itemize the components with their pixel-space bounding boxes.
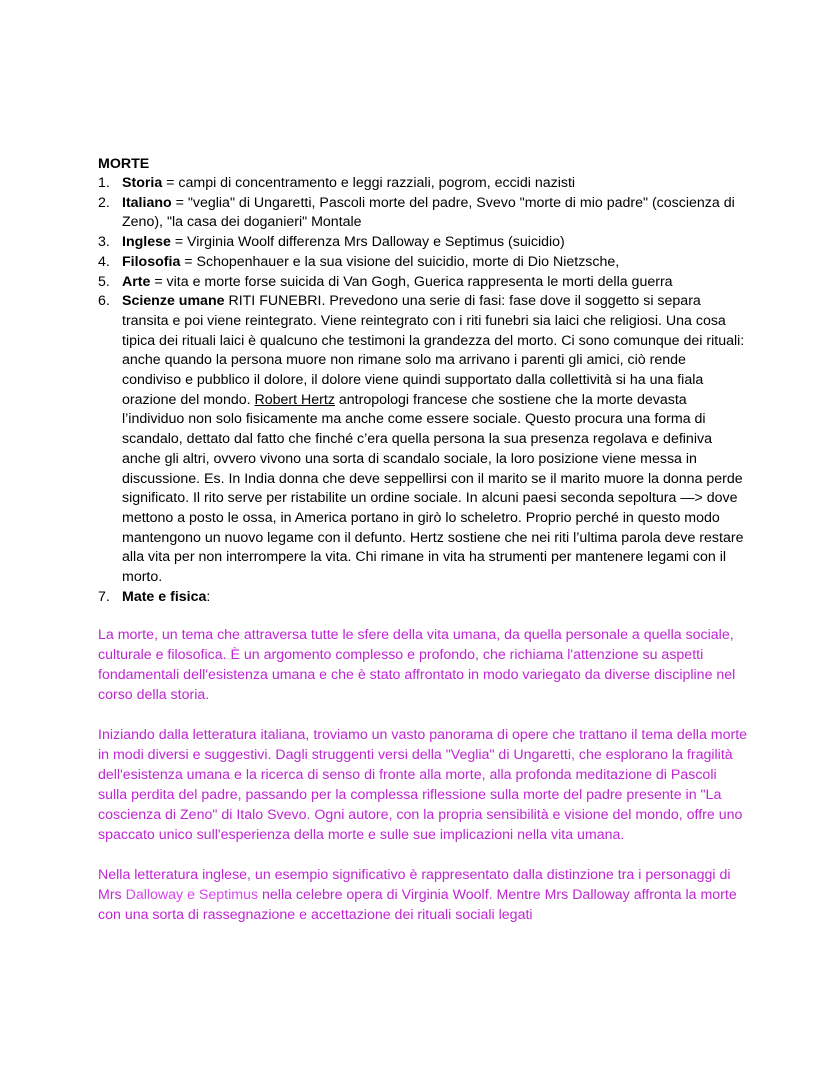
topic-subject: Italiano [122,194,172,211]
highlighted-text: Dalloway e Septimus [125,887,259,904]
essay-paragraph-italian: Iniziando dalla letteratura italiana, troviamo un vasto panorama di opere che trattano il tema della morte in modi diversi e suggestivi. Dagli struggenti versi della "Veglia" di Ungaretti, che esplorano la fragilità dell'esistenza umana e la ricerca di senso di fronte alla morte, alla profonda meditazione di Pascoli sulla perdita del padre, passando per la complessa riflessione sulla morte del padre presente in "La coscienza di Zeno" di Italo Svevo. Ogni autore, con la propria sensibilità e visione del mondo, offre uno spaccato unico sull'esperienza della morte e sulle sue implicazioni nella vita umana. [98,727,748,844]
list-item: 1. Storia = campi di concentramento e leggi razziali, pogrom, eccidi nazisti [98,175,576,191]
list-item: 3. Inglese = Virginia Woolf differenza Mrs Dalloway e Septimus (suicidio) [98,234,565,251]
list-item: 6. Scienze umane RITI FUNEBRI. Prevedono una serie di fasi: fase dove il soggetto si separa transita e poi viene reintegrato. Viene reintegrato con i riti funebri sia laici che religiosi. Una cosa tipica dei rituali laici è qualcuno che testimoni la grandezza del morto. Ci sono comunque dei rituali: anche quando la persona muore non rimane solo ma arrivano i parenti gli amici, ciò rende condiviso e pubblico il dolore, il dolore viene quindi supportato dalla collettività si ha una fiala orazione del mondo. Robert Hertz antropologi francese che sostiene che la morte devasta l’individuo non solo fisicamente ma anche come essere sociale. Questo procura una forma di scandalo, dettato dal fatto che finché c’era quella persona la sua presenza regolava e definiva anche gli altri, ovvero vivono una sorta di scandalo sociale, la loro posizione viene messa in discussione. Es. In India donna che deve seppellirsi con il marito se il marito muore la donna perde significato. Il rito serve per ristabilite un ordine sociale. In alcuni paesi seconda sepoltura —> dove mettono a posto le ossa, in America portano in girò lo scheletro. Proprio perché in questo modo mantengono un nuovo legame con il defunto. Hertz sostiene che nei riti l’ultima parola deve restare alla vita per non interrompere la vita. Chi rimane in vita ha strumenti per mantenere legami con il morto. [98,293,745,586]
topic-subject: Mate e fisica [122,588,207,605]
list-item: 2. Italiano = "veglia" di Ungaretti, Pascoli morte del padre, Svevo "morte di mio padre" (coscienza di Zeno), "la casa dei doganieri" Montale [98,194,735,231]
essay-paragraph-intro: La morte, un tema che attraversa tutte le sfere della vita umana, da quella personale a quella sociale, culturale e filosofica. È un argomento complesso e profondo, che richiama l'attenzione su aspetti fondamentali dell'esistenza umana e che è stato affrontato in modo variegato da diverse discipline nel corso della storia. [98,627,736,704]
topic-subject: Filosofia [122,253,181,270]
list-item: 5. Arte = vita e morte forse suicida di Van Gogh, Guerica rappresenta le morti della guerra [98,273,673,290]
page-title: MORTE [98,156,150,172]
list-item: 7. Mate e fisica: [98,588,211,605]
topic-list [98,174,748,607]
robert-hertz-link[interactable]: Robert Hertz [254,391,335,408]
topic-subject: Storia [122,175,163,191]
document-content [98,154,748,925]
topic-subject: Arte [122,273,151,290]
list-item: 4. Filosofia = Schopenhauer e la sua visione del suicidio, morte di Dio Nietzsche, [98,253,620,270]
topic-subject: Inglese [122,234,171,251]
essay-paragraph-english: Nella letteratura inglese, un esempio significativo è rappresentato dalla distinzione tra i personaggi di Mrs Dalloway e Septimus nella celebre opera di Virginia Woolf. Mentre Mrs Dalloway affronta la morte con una sorta di rassegnazione e accettazione dei rituali sociali legati [98,867,737,924]
topic-subject: Scienze umane [122,293,225,310]
